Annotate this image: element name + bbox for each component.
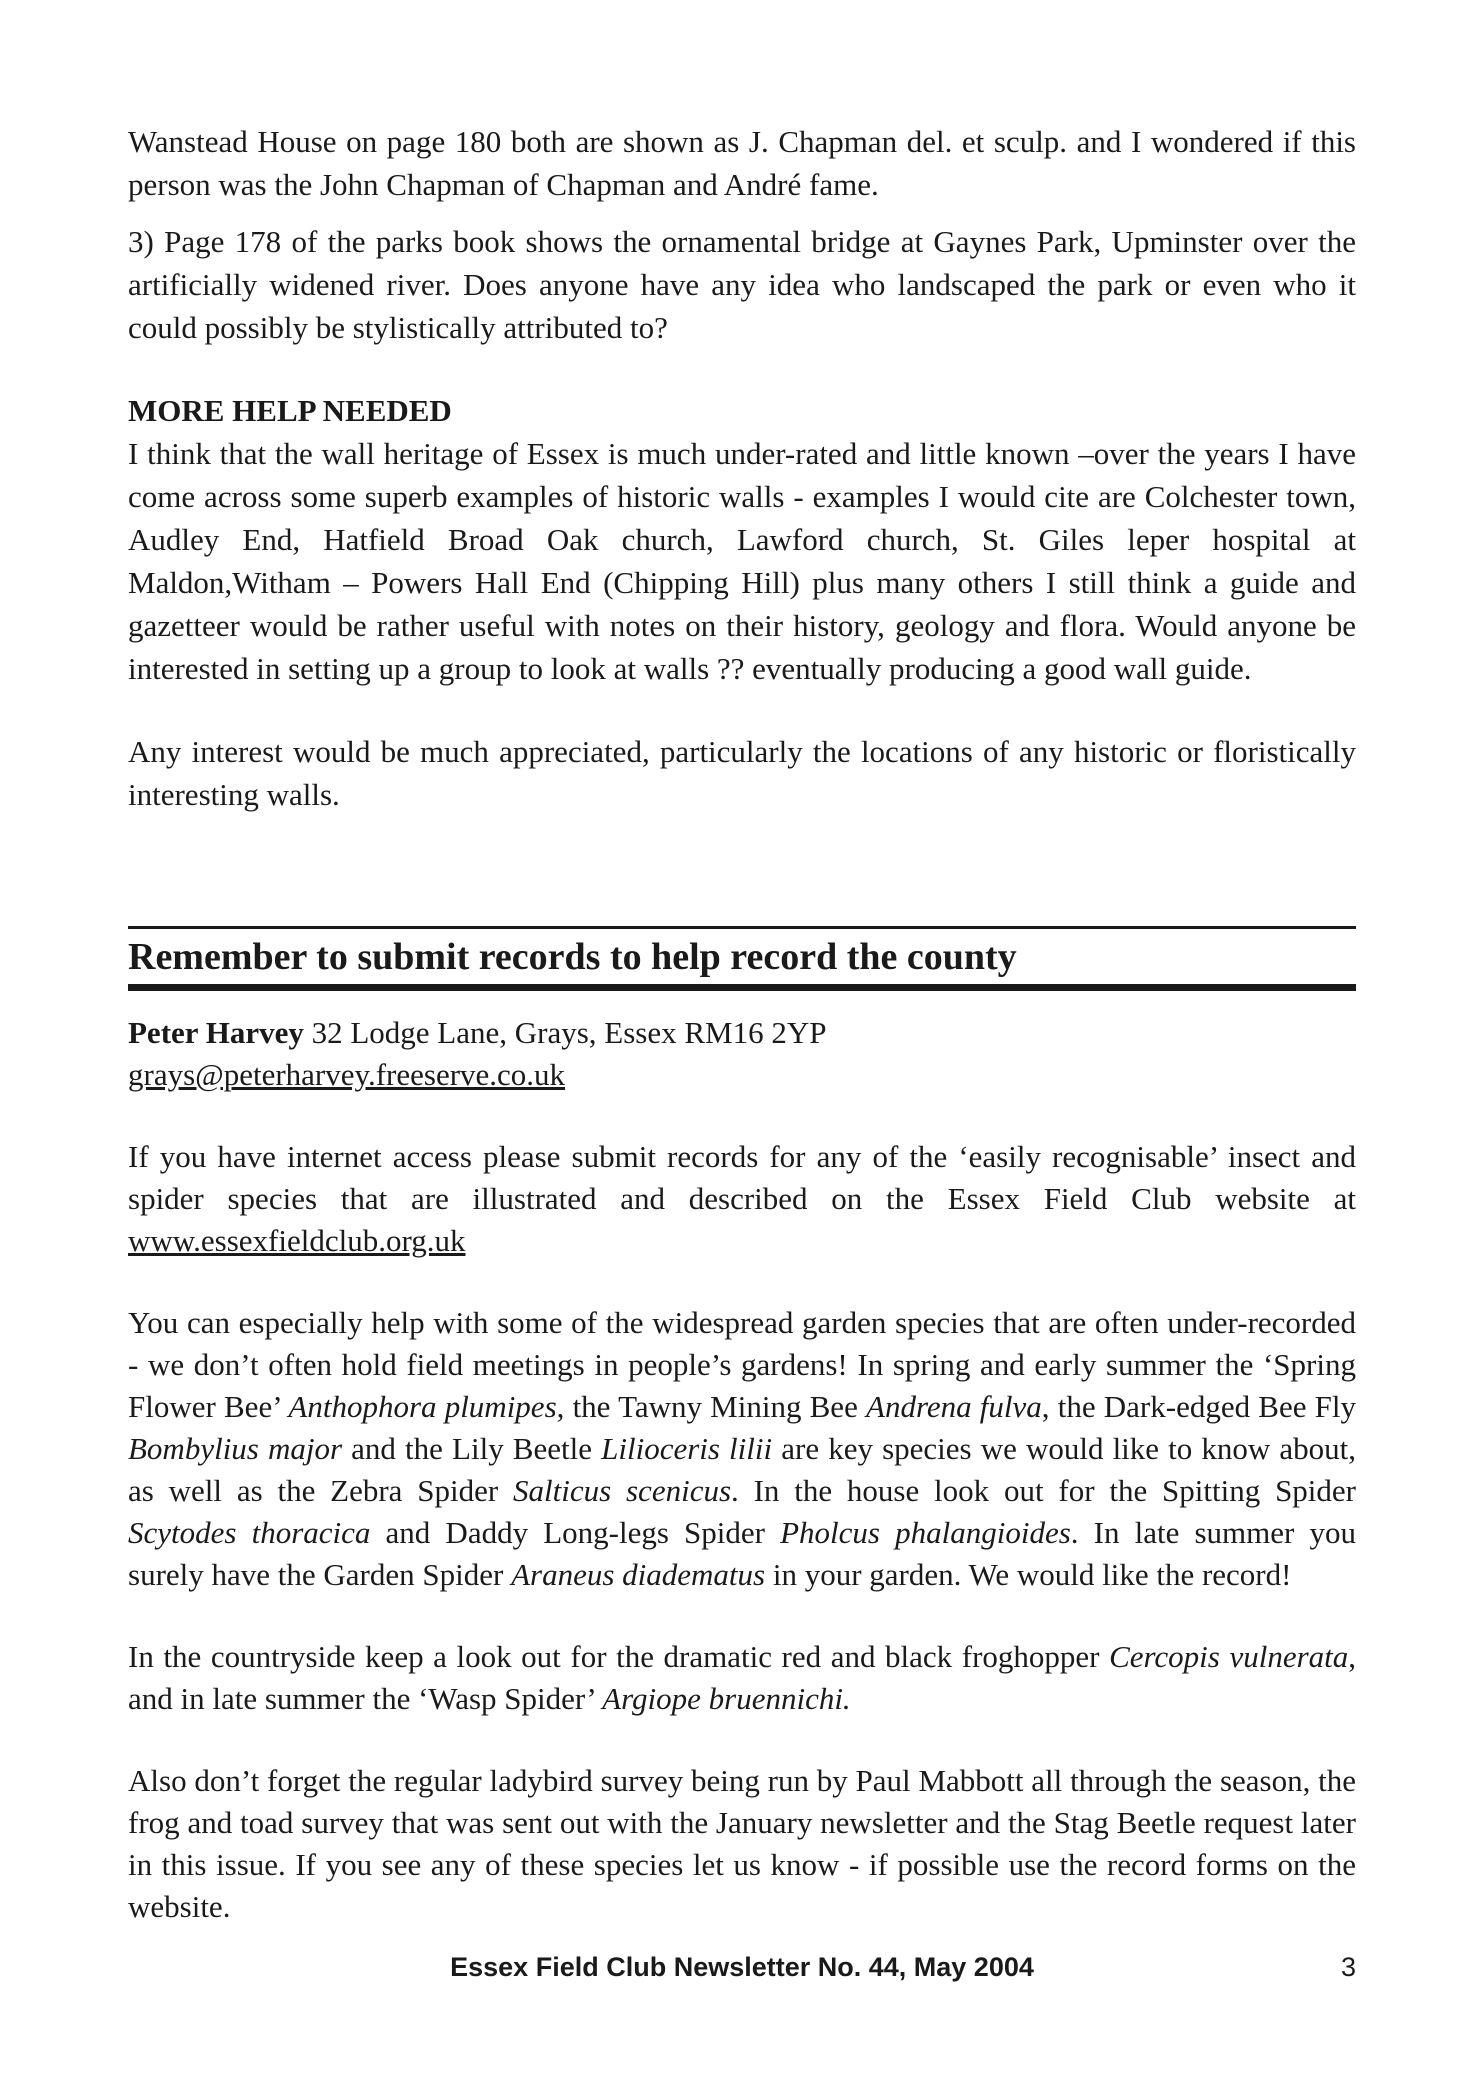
- website-link[interactable]: www.essexfieldclub.org.uk: [128, 1223, 466, 1258]
- species-lilioceris: Lilioceris lilii: [601, 1431, 773, 1466]
- species-cercopis: Cercopis vulnerata: [1109, 1639, 1349, 1674]
- contact-email-line: [128, 1054, 1356, 1096]
- more-help-heading: MORE HELP NEEDED: [128, 393, 452, 428]
- records-paragraph-3: [128, 1636, 1356, 1720]
- section-title: Remember to submit records to help record the county: [128, 936, 1017, 978]
- intro-paragraph-1: Wanstead House on page 180 both are shown as J. Chapman del. et sculp. and I wondered if this person was the John Chapman of Chapman and André fame.: [128, 124, 1356, 202]
- p3-text-2: , and in late summer the ‘Wasp Spider’: [128, 1639, 1356, 1716]
- species-andrena: Andrena fulva: [866, 1389, 1042, 1424]
- more-help-paragraph-2: Any interest would be much appreciated, particularly the locations of any historic or floristically interesting walls.: [128, 734, 1356, 812]
- p2-text-5: are key species we would like to know about, as well as the Zebra Spider: [128, 1431, 1357, 1508]
- p2-text-2: , the Tawny Mining Bee: [556, 1389, 867, 1424]
- species-pholcus: Pholcus phalangioides: [780, 1515, 1071, 1550]
- p2-text-1: You can especially help with some of the widespread garden species that are often under-recorded - we don’t often hold field meetings in people’s gardens! In spring and early summer the ‘Spring Flower Bee’: [128, 1305, 1356, 1424]
- section-bottom-rule: [128, 984, 1356, 991]
- contact-email-link[interactable]: grays@peterharvey.freeserve.co.uk: [128, 1057, 566, 1092]
- p2-text-7: and Daddy Long-legs Spider: [370, 1515, 781, 1550]
- section-top-rule: [128, 926, 1356, 929]
- footer-publication: Essex Field Club Newsletter No. 44, May 2004: [450, 1952, 1034, 1982]
- contact-line: [128, 1012, 1356, 1054]
- species-salticus: Salticus scenicus: [513, 1473, 732, 1508]
- p2-text-4: and the Lily Beetle: [342, 1431, 602, 1466]
- p2-text-3: , the Dark-edged Bee Fly: [1041, 1389, 1357, 1424]
- contact-address: 32 Lodge Lane, Grays, Essex RM16 2YP: [303, 1015, 827, 1050]
- records-section: [128, 1012, 1356, 1928]
- records-paragraph-4: Also don’t forget the regular ladybird survey being run by Paul Mabbott all through the season, the frog and toad survey that was sent out with the January newsletter and the Stag Beetle request later in this issue. If you see any of these species let us know - if possible use the record forms on the website.: [128, 1763, 1356, 1924]
- species-anthophora: Anthophora plumipes: [288, 1389, 557, 1424]
- article-top: [128, 120, 1356, 816]
- page-number: 3: [1340, 1952, 1356, 1982]
- records-paragraph-2: [128, 1302, 1356, 1596]
- species-bombylius: Bombylius major: [128, 1431, 343, 1466]
- more-help-paragraph-1: I think that the wall heritage of Essex is much under-rated and little known –over the years I have come across some superb examples of historic walls - examples I would cite are Colchester town, Audley End, Hatfield Broad Oak church, Lawford church, St. Giles leper hospital at Maldon,Witham – Powers Hall End (Chipping Hill) plus many others I still think a guide and gazetteer would be rather useful with notes on their history, geology and flora. Would anyone be interested in setting up a group to look at walls ?? eventually producing a good wall guide.: [128, 436, 1356, 686]
- page-footer: [128, 1952, 1356, 1992]
- p2-text-8: . In late summer you surely have the Garden Spider: [128, 1515, 1356, 1592]
- p2-text-9: in your garden. We would like the record!: [765, 1557, 1292, 1592]
- records-paragraph-1: [128, 1136, 1356, 1262]
- species-scytodes: Scytodes thoracica: [128, 1515, 371, 1550]
- records-p1-text: If you have internet access please submit records for any of the ‘easily recognisable’ insect and spider species that are illustrated and described on the Essex Field Club website at: [128, 1139, 1356, 1216]
- p3-text-1: In the countryside keep a look out for the dramatic red and black froghopper: [128, 1639, 1110, 1674]
- contact-name: Peter Harvey: [128, 1015, 304, 1050]
- species-araneus: Araneus diadematus: [511, 1557, 766, 1592]
- intro-paragraph-2: 3) Page 178 of the parks book shows the ornamental bridge at Gaynes Park, Upminster over the artificially widened river. Does anyone have any idea who landscaped the park or even who it could possibly be stylistically attributed to?: [128, 224, 1356, 345]
- p2-text-6: . In the house look out for the Spitting Spider: [731, 1473, 1357, 1508]
- species-argiope: Argiope bruennichi.: [602, 1681, 851, 1716]
